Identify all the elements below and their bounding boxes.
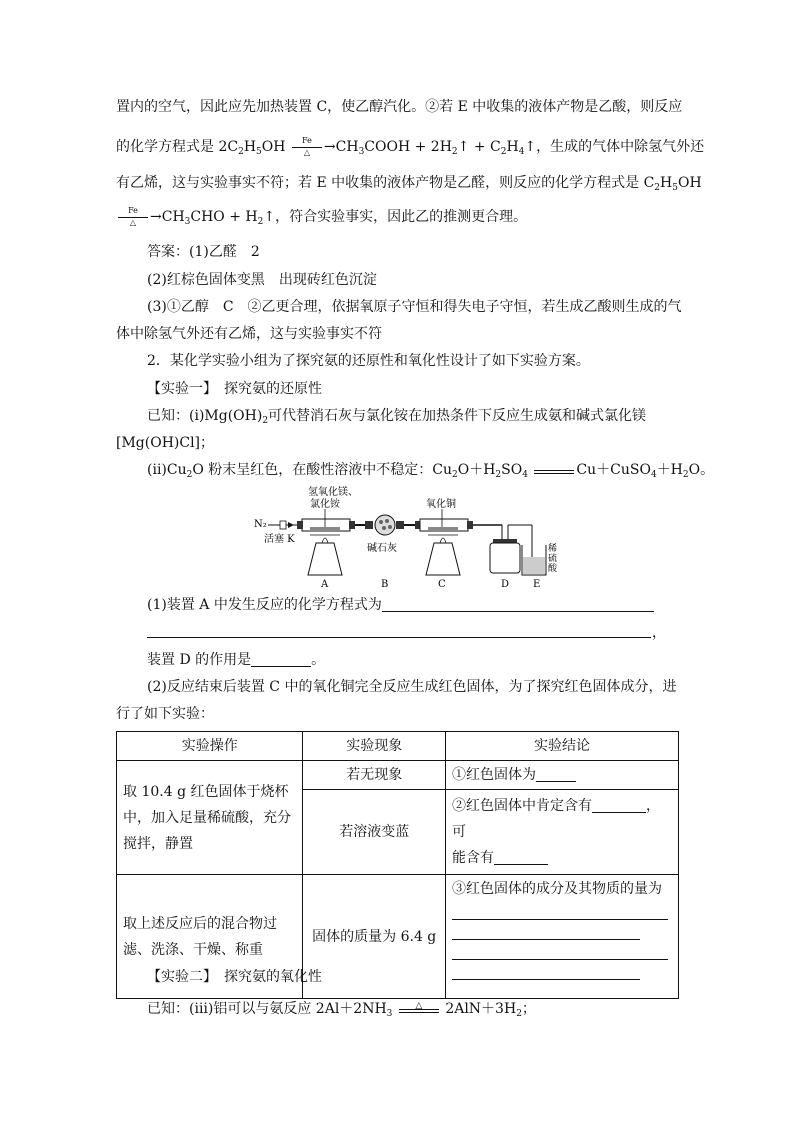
- question-2-title: 2．某化学实验小组为了探究氨的还原性和氧化性设计了如下实验方案。: [147, 353, 590, 369]
- reaction-condition-fe-heat-2: Fe △: [116, 208, 150, 226]
- reaction-condition-fe-heat: Fe △: [290, 138, 324, 156]
- answer-line-a[interactable]: [452, 919, 668, 920]
- answer-line-4: 体中除氢气外还有乙烯，这与实验事实不符: [116, 326, 382, 342]
- valve-label: 活塞 K: [264, 534, 295, 545]
- para-line-3: 有乙烯，这与实验事实不符；若 E 中收集的液体产物是乙醛，则反应的化学方程式是 $C_2H_5OH$: [116, 175, 702, 193]
- answer-blank-1[interactable]: [382, 597, 654, 612]
- alcohol-lamp-a: [308, 543, 342, 575]
- answer-line-d[interactable]: [452, 979, 640, 980]
- soda-lime-tube: [375, 515, 395, 535]
- known-ii: $(ⅱ)Cu_2O$ 粉末呈红色，在酸性溶液中不稳定：$Cu_2O+H_2SO_4$ $Cu+CuSO_4+H_2O$。: [147, 462, 715, 480]
- answer-blank-must-contain[interactable]: [592, 798, 646, 813]
- answer-line-1b[interactable]: [147, 637, 651, 638]
- table-row2-conclusion: ③红色固体的成分及其物质的量为: [446, 875, 679, 999]
- answer-blank-d[interactable]: [251, 652, 311, 667]
- comma: ，: [652, 625, 666, 641]
- para-line-2: 的化学方程式是 $2C_2H_5OH$ Fe △ $\to CH_3COOH$ + $2H_2↑$ + $C_2H_4↑$，生成的气体中除氢气外还: [116, 136, 705, 157]
- known-i-cont: [Mg(OH)Cl]；: [116, 435, 215, 451]
- table-row2-phenomenon: 固体的质量为 6.4 g: [303, 875, 446, 999]
- label-c: C: [438, 579, 446, 590]
- table-row1-phenomenon-2: 若溶液变蓝: [303, 790, 446, 875]
- table-header-operation: 实验操作: [117, 732, 303, 761]
- label-copper-oxide: 氧化铜: [426, 499, 456, 510]
- question-part-1b: 装置 D 的作用是 。: [147, 652, 326, 668]
- known-iii: 已知：(ⅲ)铝可以与氨反应 $2Al+2NH_3$ △ $2AlN+3H_2$；: [147, 1001, 536, 1019]
- table-row1-operation: 取 10.4 g 红色固体于烧杯中，加入足量稀硫酸，充分搅拌，静置: [117, 761, 303, 875]
- apparatus-diagram: [250, 485, 560, 590]
- table-header-phenomenon: 实验现象: [303, 732, 446, 761]
- arrow-icon: [288, 522, 294, 528]
- table-header-conclusion: 实验结论: [446, 732, 679, 761]
- valve-k-icon: [280, 521, 286, 529]
- answer-line-1: 答案：(1)乙醛 2: [147, 244, 260, 260]
- label-soda-lime: 碱石灰: [367, 543, 397, 554]
- alcohol-lamp-c: [426, 543, 460, 575]
- table-row1-conclusion-2: ②红色固体中肯定含有 ，可 能含有: [446, 790, 679, 875]
- label-e: E: [533, 579, 541, 590]
- experiment-1-heading: 【实验一】 探究氨的还原性: [147, 381, 322, 397]
- answer-line-3: (3)①乙醇 C ②乙更合理，依据氧原子守恒和得失电子守恒，若生成乙酸则生成的气: [147, 299, 682, 315]
- label-d: D: [501, 579, 510, 590]
- heat-equals-sign: △: [397, 1000, 441, 1018]
- answer-blank-red-solid[interactable]: [536, 767, 576, 782]
- known-i: 已知：$(ⅰ)Mg(OH)_2$可代替消石灰与氯化铵在加热条件下反应生成氨和碱式氯化镁: [147, 408, 647, 426]
- para-line-4: Fe △ $\to CH_3CHO$ + $H_2↑$，符合实验事实，因此乙的推测更合理。: [116, 208, 527, 231]
- label-a-reagent-1: 氢氧化镁、: [308, 487, 358, 498]
- n2-label: N₂: [254, 519, 267, 530]
- label-a: A: [321, 579, 329, 590]
- table-row1-conclusion-1: ①红色固体为: [446, 761, 679, 790]
- experiment-2-heading: 【实验二】 探究氨的氧化性: [147, 969, 322, 985]
- para-line-1: 置内的空气，因此应先加热装置 C，使乙醇汽化。②若 E 中收集的液体产物是乙酸，则反应: [116, 99, 683, 115]
- question-part-2a: (2)反应结束后装置 C 中的氧化铜完全反应生成红色固体，为了探究红色固体成分，进: [147, 679, 677, 695]
- equals-sign: [532, 461, 576, 479]
- question-part-2b: 行了如下实验：: [116, 706, 214, 722]
- label-dilute-sulfuric-acid: 稀硫酸: [548, 544, 558, 574]
- experiment-table: [116, 731, 679, 999]
- answer-blank-may-contain[interactable]: [494, 850, 548, 865]
- label-a-reagent-2: 氯化铵: [310, 499, 340, 510]
- table-row2-operation: 取上述反应后的混合物过滤、洗涤、干燥、称重: [117, 875, 303, 999]
- answer-line-c[interactable]: [452, 959, 668, 960]
- answer-line-b[interactable]: [452, 939, 640, 940]
- bottle-d: [490, 543, 520, 573]
- answer-line-2: (2)红棕色固体变黑 出现砖红色沉淀: [147, 272, 377, 288]
- table-row1-phenomenon-1: 若无现象: [303, 761, 446, 790]
- label-b: B: [381, 579, 389, 590]
- question-part-1: (1)装置 A 中发生反应的化学方程式为: [147, 596, 654, 614]
